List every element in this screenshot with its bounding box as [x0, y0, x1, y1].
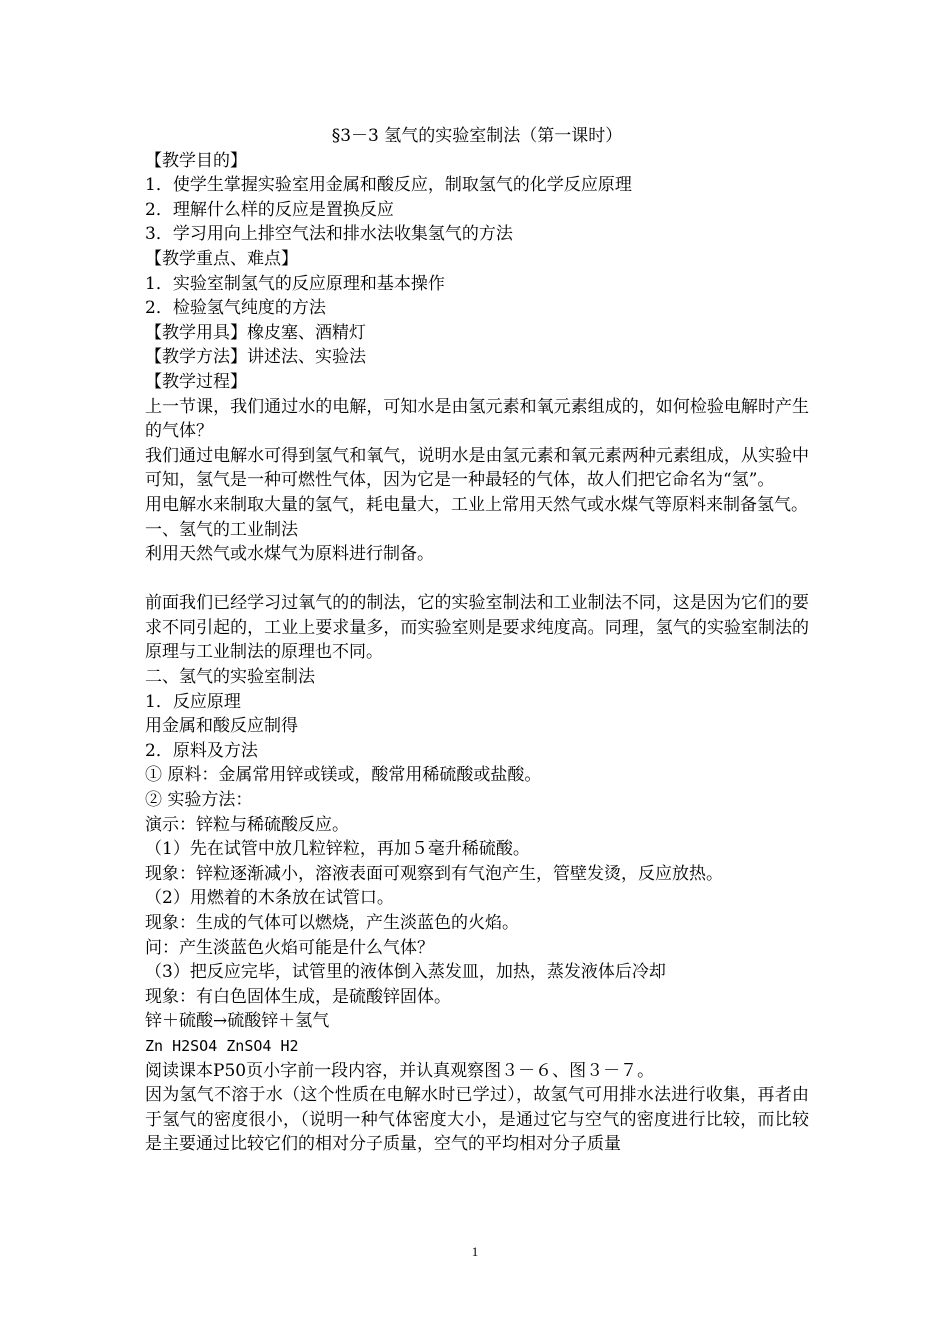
step-2: （2）用燃着的木条放在试管口。	[145, 888, 394, 909]
observation-1: 现象：锌粒逐渐减小，溶液表面可观察到有气泡产生，管壁发烫，反应放热。	[145, 863, 723, 884]
equation-words: 锌＋硫酸→硫酸锌＋氢气	[145, 1011, 330, 1032]
subsection-materials: 2．原料及方法	[145, 740, 258, 761]
demonstration: 演示：锌粒与稀硫酸反应。	[145, 814, 349, 835]
heading-teaching-process: 【教学过程】	[145, 371, 247, 392]
teaching-tools: 【教学用具】橡皮塞、酒精灯	[145, 322, 366, 343]
reading-instruction: 阅读课本P50页小字前一段内容，并认真观察图３－６、图３－７。	[145, 1060, 655, 1081]
document-body	[145, 124, 809, 1157]
observation-3: 现象：有白色固体生成，是硫酸锌固体。	[145, 986, 451, 1007]
key-point-1: 1．实验室制氢气的反应原理和基本操作	[145, 273, 445, 294]
heading-teaching-goal: 【教学目的】	[145, 150, 247, 171]
equation-formula: Zn H2SO4 ZnSO4 H2	[145, 1036, 299, 1055]
blank-line	[145, 567, 809, 592]
document-title: §3－3 氢气的实验室制法（第一课时）	[331, 126, 623, 146]
paragraph-comparison: 前面我们已经学习过氧气的的制法，它的实验室制法和工业制法不同，这是因为它们的要求不同引起的，工业上要求量多，而实验室则是要求纯度高。同理，氢气的实验室制法的原理与工业制法的原理也不同。	[145, 593, 809, 663]
materials-item: ① 原料：金属常用锌或镁或，酸常用稀硫酸或盐酸。	[145, 765, 542, 786]
step-3: （3）把反应完毕，试管里的液体倒入蒸发皿，加热，蒸发液体后冷却	[145, 962, 666, 983]
page-number: 1	[471, 1244, 479, 1259]
section-laboratory: 二、氢气的实验室制法	[145, 667, 315, 688]
step-1: （1）先在试管中放几粒锌粒，再加５毫升稀硫酸。	[145, 839, 530, 860]
subsection-principle: 1．反应原理	[145, 691, 241, 712]
heading-key-points: 【教学重点、难点】	[145, 248, 298, 269]
method-item: ② 实验方法：	[145, 790, 253, 811]
paragraph-electrolysis: 我们通过电解水可得到氢气和氧气，说明水是由氢元素和氧元素两种元素组成，从实验中可知，氢气是一种可燃性气体，因为它是一种最轻的气体，故人们把它命名为“氢”。	[145, 445, 809, 491]
observation-2: 现象：生成的气体可以燃烧，产生淡蓝色的火焰。	[145, 913, 519, 933]
paragraph-intro: 上一节课，我们通过水的电解，可知水是由氢元素和氧元素组成的，如何检验电解时产生的气体？	[145, 396, 809, 442]
paragraph-industrial-note: 用电解水来制取大量的氢气，耗电量大，工业上常用天然气或水煤气等原料来制备氢气。	[145, 494, 808, 515]
goal-item-3: 3．学习用向上排空气法和排水法收集氢气的方法	[145, 224, 513, 245]
paragraph-collection: 因为氢气不溶于水（这个性质在电解水时已学过），故氢气可用排水法进行收集，再者由于氢气的密度很小，（说明一种气体密度大小，是通过它与空气的密度进行比较，而比较是主要通过比较它们的相对分子质量，空气的平均相对分子质量	[145, 1085, 809, 1155]
section-industrial-text: 利用天然气或水煤气为原料进行制备。	[145, 544, 434, 565]
key-point-2: 2．检验氢气纯度的方法	[145, 298, 326, 319]
section-industrial: 一、氢气的工业制法	[145, 519, 298, 540]
subsection-principle-text: 用金属和酸反应制得	[145, 716, 298, 737]
question: 问：产生淡蓝色火焰可能是什么气体？	[145, 937, 434, 958]
teaching-methods: 【教学方法】讲述法、实验法	[145, 347, 366, 368]
goal-item-2: 2．理解什么样的反应是置换反应	[145, 199, 394, 220]
goal-item-1: 1．使学生掌握实验室用金属和酸反应，制取氢气的化学反应原理	[145, 175, 632, 196]
